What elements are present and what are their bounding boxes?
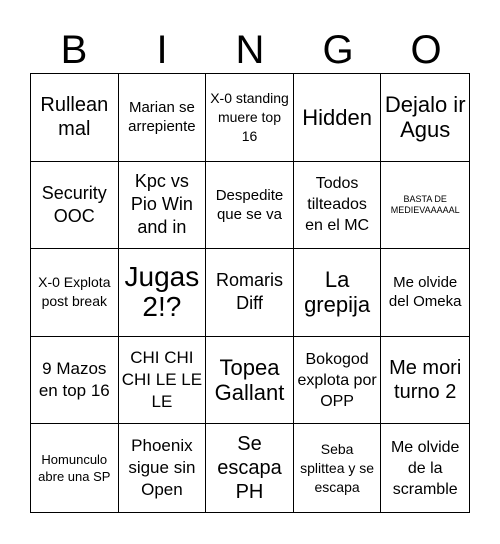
bingo-cell bbox=[31, 74, 119, 162]
bingo-cell bbox=[119, 74, 207, 162]
bingo-cell bbox=[206, 424, 294, 512]
cell-text: Dejalo ir Agus bbox=[384, 92, 466, 143]
cell-text: Todos tilteados en el MC bbox=[305, 175, 370, 235]
cell-text: Homunculo abre una SP bbox=[38, 452, 111, 485]
cell-text: Me olvide del Omeka bbox=[388, 274, 462, 311]
cell-text: Seba splittea y se escapa bbox=[300, 440, 375, 495]
header-letter-o: O bbox=[410, 28, 442, 72]
bingo-cell bbox=[119, 424, 207, 512]
cell-text: Jugas 2!? bbox=[124, 261, 200, 323]
cell-text: 9 Mazos en top 16 bbox=[38, 359, 110, 401]
bingo-cell bbox=[381, 249, 469, 337]
cell-text: CHI CHI CHI LE LE LE bbox=[121, 348, 203, 412]
header-letter-n: N bbox=[235, 28, 265, 72]
bingo-cell bbox=[381, 74, 469, 162]
bingo-cell bbox=[31, 424, 119, 512]
cell-text: Kpc vs Pio Win and in bbox=[130, 171, 193, 238]
cell-text: X-0 standing muere top 16 bbox=[210, 89, 289, 144]
bingo-cell bbox=[206, 337, 294, 425]
bingo-cell bbox=[294, 74, 382, 162]
bingo-cell bbox=[119, 249, 207, 337]
bingo-cell bbox=[31, 337, 119, 425]
cell-text: Phoenix sigue sin Open bbox=[128, 436, 196, 500]
bingo-cell bbox=[206, 249, 294, 337]
bingo-header bbox=[30, 26, 470, 74]
bingo-cell bbox=[381, 424, 469, 512]
cell-text: Marian se arrepiente bbox=[128, 99, 196, 136]
cell-text: Me olvide de la scramble bbox=[390, 438, 460, 498]
bingo-cell bbox=[206, 74, 294, 162]
bingo-cell bbox=[206, 162, 294, 250]
header-letter-i: I bbox=[156, 28, 168, 72]
cell-text: Romaris Diff bbox=[215, 270, 283, 314]
bingo-cell bbox=[381, 162, 469, 250]
cell-text: Security OOC bbox=[41, 182, 107, 226]
cell-text: Despedite que se va bbox=[215, 186, 284, 223]
bingo-cell bbox=[294, 424, 382, 512]
bingo-cell bbox=[294, 337, 382, 425]
cell-text: Topea Gallant bbox=[214, 355, 285, 406]
cell-text: Se escapa PH bbox=[217, 433, 282, 504]
bingo-cell bbox=[119, 337, 207, 425]
cell-text: Hidden bbox=[302, 104, 372, 130]
cell-text: Rullean mal bbox=[40, 94, 109, 141]
cell-text: X-0 Explota post break bbox=[38, 274, 111, 310]
bingo-cell bbox=[381, 337, 469, 425]
bingo-grid bbox=[30, 73, 470, 513]
bingo-cell bbox=[119, 162, 207, 250]
cell-text: Bokogod explota por OPP bbox=[297, 350, 377, 410]
cell-text: La grepija bbox=[304, 267, 371, 318]
bingo-cell bbox=[31, 162, 119, 250]
bingo-cell bbox=[294, 162, 382, 250]
cell-text: BASTA DE MEDIEVAAAAAL bbox=[390, 193, 460, 215]
cell-text: Me mori turno 2 bbox=[389, 357, 462, 404]
header-letter-g: G bbox=[322, 28, 354, 72]
bingo-cell bbox=[31, 249, 119, 337]
bingo-cell bbox=[294, 249, 382, 337]
header-letter-b: B bbox=[60, 28, 88, 72]
